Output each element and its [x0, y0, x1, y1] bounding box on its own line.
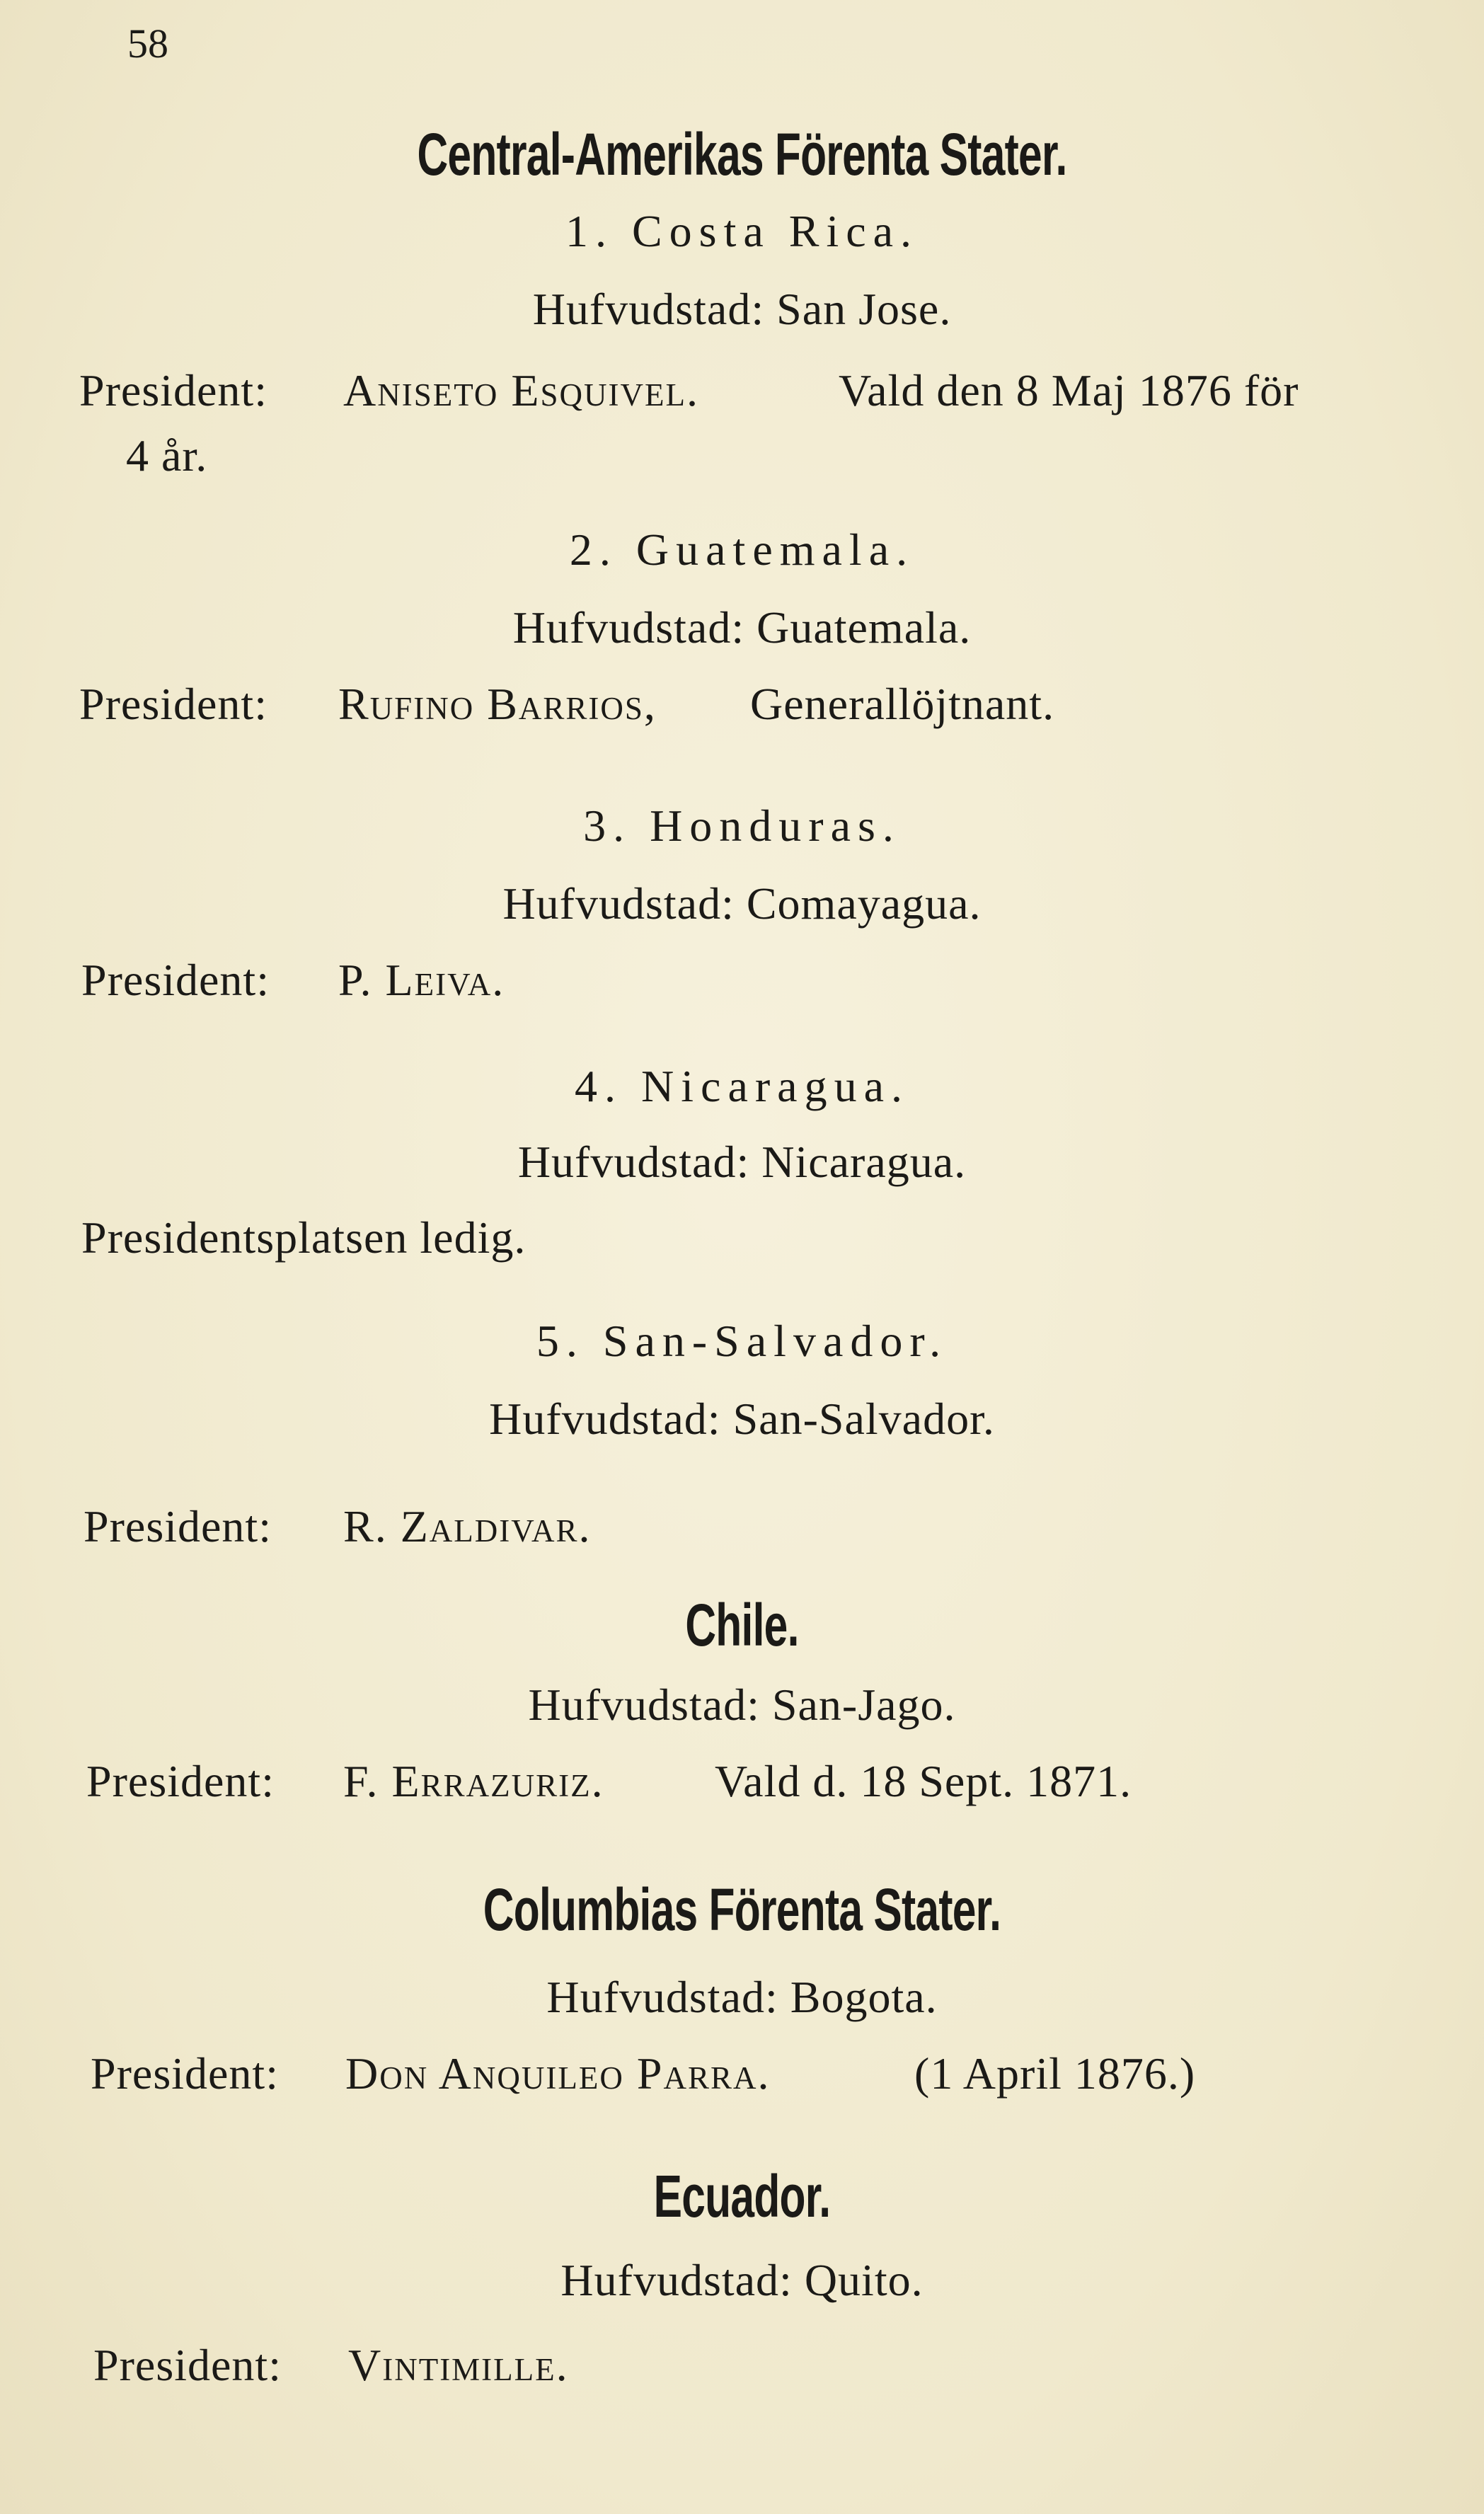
- president-name-san-salvador: R. Zaldivar.: [343, 1501, 592, 1551]
- president-label-guatemala: President:: [79, 679, 268, 729]
- capital-san-salvador: Hufvudstad: San-Salvador.: [489, 1394, 995, 1444]
- capital-honduras: Hufvudstad: Comayagua.: [502, 878, 982, 929]
- president-name-chile: F. Errazuriz.: [343, 1756, 604, 1806]
- president-label-honduras: President:: [81, 955, 270, 1005]
- page-number: 58: [127, 21, 168, 67]
- president-note-guatemala: Generallöjtnant.: [750, 679, 1055, 729]
- president-label-columbia: President:: [91, 2048, 279, 2099]
- president-line-nicaragua: Presidentsplatsen ledig.: [81, 1212, 527, 1263]
- section-heading-central-america: Central-Amerikas Förenta Stater.: [417, 121, 1067, 188]
- president-label-chile: President:: [86, 1756, 275, 1806]
- president-name-honduras: P. Leiva.: [338, 955, 505, 1005]
- section-heading-chile: Chile.: [685, 1592, 799, 1658]
- president-note-cont-costa-rica: 4 år.: [126, 430, 208, 481]
- capital-guatemala: Hufvudstad: Guatemala.: [512, 602, 972, 653]
- president-label-costa-rica: President:: [79, 365, 268, 415]
- capital-ecuador: Hufvudstad: Quito.: [560, 2255, 924, 2305]
- president-label-ecuador: President:: [93, 2340, 282, 2390]
- capital-costa-rica: Hufvudstad: San Jose.: [532, 284, 952, 334]
- capital-nicaragua: Hufvudstad: Nicaragua.: [517, 1137, 967, 1187]
- state-title-nicaragua: 4. Nicaragua.: [575, 1061, 909, 1111]
- section-heading-columbia: Columbias Förenta Stater.: [483, 1876, 1001, 1943]
- president-note-costa-rica: Vald den 8 Maj 1876 för: [839, 365, 1299, 415]
- president-note-columbia: (1 April 1876.): [914, 2048, 1196, 2099]
- state-title-costa-rica: 1. Costa Rica.: [565, 206, 919, 256]
- state-title-san-salvador: 5. San-Salvador.: [536, 1316, 948, 1366]
- state-title-guatemala: 2. Guatemala.: [569, 524, 915, 575]
- president-name-guatemala: Rufino Barrios,: [338, 679, 657, 729]
- capital-columbia: Hufvudstad: Bogota.: [546, 1972, 938, 2022]
- capital-chile: Hufvudstad: San-Jago.: [528, 1680, 956, 1730]
- president-name-ecuador: Vintimille.: [348, 2340, 569, 2390]
- president-name-costa-rica: Aniseto Esquivel.: [343, 365, 699, 415]
- president-name-columbia: Don Anquileo Parra.: [345, 2048, 771, 2099]
- state-title-honduras: 3. Honduras.: [583, 800, 901, 851]
- president-note-chile: Vald d. 18 Sept. 1871.: [715, 1756, 1132, 1806]
- section-heading-ecuador: Ecuador.: [653, 2163, 831, 2229]
- president-label-san-salvador: President:: [84, 1501, 272, 1551]
